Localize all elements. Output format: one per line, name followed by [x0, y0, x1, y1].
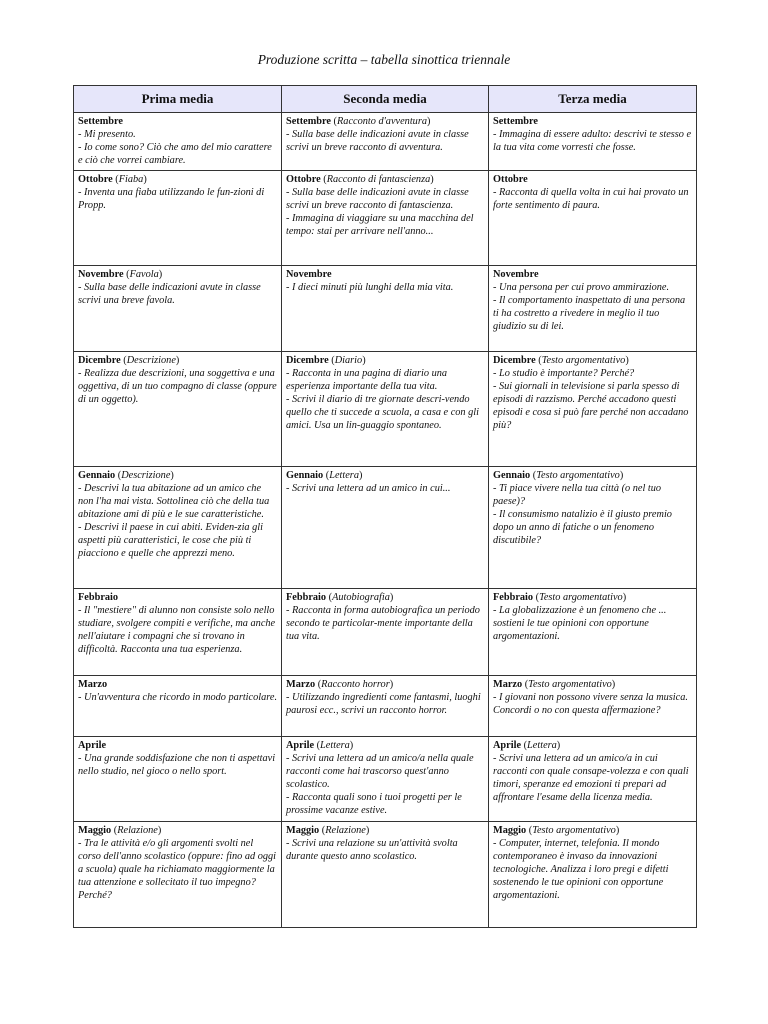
month-label: Ottobre [78, 174, 113, 185]
cell-seconda: Marzo (Racconto horror) - Utilizzando ingredienti come fantasmi, luoghi paurosi ecc., scrivi un racconto horror. [282, 676, 489, 737]
table-row [74, 467, 697, 589]
month-label: Novembre [78, 269, 124, 280]
task-text: - Una persona per cui provo ammirazione. - Il comportamento inaspettato di una persona ti ha costretto a rivedere in meglio il tuo giudizio su di lei. [493, 282, 686, 333]
genre-label: Testo argomentativo [532, 825, 616, 836]
table-row [74, 352, 697, 467]
cell-terza: Marzo (Testo argomentativo) - I giovani non possono vivere senza la musica. Concordi o no con questa affermazione? [489, 676, 697, 737]
table-row [74, 822, 697, 928]
cell-prima [74, 676, 282, 737]
synoptic-table [73, 85, 697, 928]
task-text: - Inventa una fiaba utilizzando le fun-zioni di Propp. [78, 187, 265, 212]
table-row [74, 676, 697, 737]
cell-prima [74, 737, 282, 822]
task-text: - I giovani non possono vivere senza la musica. Concordi o no con questa affermazione? [493, 692, 688, 717]
task-text: - Racconta in forma autobiografica un periodo secondo te particolar-mente importante della tua vita. [286, 605, 480, 643]
genre-label: Racconto di fantascienza [326, 174, 431, 185]
task-text: - Racconta in una pagina di diario una esperienza importante della tua vita. - Scrivi il diario di tre giornate descri-vendo quello che ti succede a scuola, a casa e con gli amici. Usa un lin-guaggio spontaneo. [286, 368, 480, 432]
task-text: - Computer, internet, telefonia. Il mondo contemporaneo è invaso da innovazioni tecnologiche. Analizza i loro pregi e difetti sostenendo le tue opinioni con opportune argomentazioni. [493, 838, 669, 902]
month-label: Dicembre [493, 355, 536, 366]
cell-prima [74, 113, 282, 171]
cell-terza: Aprile (Lettera) - Scrivi una lettera ad un amico/a in cui racconti con quale consape-volezza e con quali timori, speranze ed emozioni ti prepari ad affrontare l'esame della licenza media. [489, 737, 697, 822]
task-text: - Il "mestiere" di alunno non consiste solo nello studiare, svolgere compiti e verifiche, ma anche nell'aiutare i compagni che si trovano in difficoltà. Racconta una tua esperienza. [78, 605, 276, 656]
month-label: Febbraio [286, 592, 327, 603]
month-label: Aprile [286, 740, 315, 751]
task-text: - Scrivi una lettera ad un amico/a nella quale racconti come hai trascorso quest'anno scolastico. - Racconta quali sono i tuoi progetti per le prossime vacanze estive. [286, 753, 474, 817]
table-row [74, 589, 697, 676]
genre-label: Racconto d'avventura [337, 116, 427, 127]
task-text: - Ti piace vivere nella tua città (o nel tuo paese)? - Il consumismo natalizio è il giusto premio dopo un anno di fatiche o un fenomeno discutibile? [493, 483, 672, 547]
table-row [74, 737, 697, 822]
month-label: Novembre [286, 269, 332, 280]
cell-seconda: Ottobre (Racconto di fantascienza) - Sulla base delle indicazioni avute in classe scrivi un breve racconto di fantascienza. - Immagina di viaggiare su una macchina del tempo: stai per arrivare nell'anno... [282, 171, 489, 266]
task-text: - Lo studio è importante? Perché? - Sui giornali in televisione si parla spesso di episodi di razzismo. Perché accadono questi episodi e cosa si può fare perché non accadano più? [493, 368, 689, 432]
cell-prima: Ottobre (Fiaba) - Inventa una fiaba utilizzando le fun-zioni di Propp. [74, 171, 282, 266]
month-label: Marzo [286, 679, 316, 690]
month-label: Maggio [493, 825, 527, 836]
cell-terza [489, 113, 697, 171]
genre-label: Testo argomentativo [539, 592, 623, 603]
month-label: Marzo [493, 679, 523, 690]
cell-seconda: Dicembre (Diario) - Racconta in una pagina di diario una esperienza importante della tua vita. - Scrivi il diario di tre giornate descri-vendo quello che ti succede a scuola, a casa e con gli amici. Usa un lin-guaggio spontaneo. [282, 352, 489, 467]
task-text: - Mi presento. - Io come sono? Ciò che amo del mio carattere e ciò che vorrei cambiare. [78, 129, 272, 167]
genre-label: Lettera [320, 740, 350, 751]
cell-seconda: Aprile (Lettera) - Scrivi una lettera ad un amico/a nella quale racconti come hai trascorso quest'anno scolastico. - Racconta quali sono i tuoi progetti per le prossime vacanze estive. [282, 737, 489, 822]
cell-seconda: Maggio (Relazione) - Scrivi una relazione su un'attività svolta durante questo anno scolastico. [282, 822, 489, 928]
cell-terza: Dicembre (Testo argomentativo) - Lo studio è importante? Perché? - Sui giornali in televisione si parla spesso di episodi di razzismo. Perché accadono questi episodi e cosa si può fare perché non accadano più? [489, 352, 697, 467]
cell-terza: Maggio (Testo argomentativo) - Computer, internet, telefonia. Il mondo contemporaneo è invaso da innovazioni tecnologiche. Analizza i loro pregi e difetti sostenendo le tue opinioni con opportune argomentazioni. [489, 822, 697, 928]
task-text: - Sulla base delle indicazioni avute in classe scrivi un breve racconto di fantascienza. - Immagina di viaggiare su una macchina del tempo: stai per arrivare nell'anno... [286, 187, 474, 238]
month-label: Marzo [78, 679, 108, 690]
genre-label: Autobiografia [332, 592, 390, 603]
genre-label: Testo argomentativo [536, 470, 620, 481]
month-label: Ottobre [493, 174, 528, 185]
task-text: - Sulla base delle indicazioni avute in classe scrivi un breve racconto di avventura. [286, 129, 469, 154]
cell-seconda: Febbraio (Autobiografia) - Racconta in forma autobiografica un periodo secondo te particolar-mente importante della tua vita. [282, 589, 489, 676]
month-label: Settembre [493, 116, 538, 127]
genre-label: Relazione [117, 825, 158, 836]
task-text: - Realizza due descrizioni, una soggettiva e una oggettiva, di un tuo compagno di classe (oppure di un oggetto). [78, 368, 277, 406]
month-label: Settembre [78, 116, 123, 127]
cell-seconda: Settembre (Racconto d'avventura) - Sulla base delle indicazioni avute in classe scrivi un breve racconto di avventura. [282, 113, 489, 171]
task-text: - Un'avventura che ricordo in modo particolare. [78, 692, 278, 704]
cell-seconda: Gennaio (Lettera) - Scrivi una lettera ad un amico in cui... [282, 467, 489, 589]
month-label: Maggio [78, 825, 112, 836]
cell-prima [74, 589, 282, 676]
task-text: - Scrivi una lettera ad un amico/a in cui racconti con quale consape-volezza e con quali timori, speranze ed emozioni ti prepari ad affrontare l'esame della licenza media. [493, 753, 689, 804]
task-text: - La globalizzazione è un fenomeno che ... sostieni le tue opinioni con opportune argomentazioni. [493, 605, 667, 643]
task-text: - Scrivi una lettera ad un amico in cui... [286, 483, 451, 495]
task-text: - Utilizzando ingredienti come fantasmi, luoghi paurosi ecc., scrivi un racconto horror. [286, 692, 481, 717]
cell-terza: Gennaio (Testo argomentativo) - Ti piace vivere nella tua città (o nel tuo paese)? - Il consumismo natalizio è il giusto premio dopo un anno di fatiche o un fenomeno discutibile? [489, 467, 697, 589]
task-text: - Sulla base delle indicazioni avute in classe scrivi una breve favola. [78, 282, 261, 307]
genre-label: Lettera [329, 470, 359, 481]
genre-label: Testo argomentativo [541, 355, 626, 366]
cell-prima: Maggio (Relazione) - Tra le attività e/o gli argomenti svolti nel corso dell'anno scolastico (oppure: fino ad oggi a scuola) quale ha richiamato maggiormente la tua attenzione e sollecitato il tuo impegno? Perché? [74, 822, 282, 928]
task-text: - Tra le attività e/o gli argomenti svolti nel corso dell'anno scolastico (oppure: fino ad oggi a scuola) quale ha richiamato maggiormente la tua attenzione e sollecitato il tuo impegno? Perché? [78, 838, 277, 902]
task-text: - I dieci minuti più lunghi della mia vita. [286, 282, 454, 294]
genre-label: Testo argomentativo [528, 679, 612, 690]
month-label: Settembre [286, 116, 331, 127]
task-text: - Una grande soddisfazione che non ti aspettavi nello studio, nel gioco o nello sport. [78, 753, 276, 778]
month-label: Ottobre [286, 174, 321, 185]
genre-label: Fiaba [118, 174, 144, 185]
cell-prima: Gennaio (Descrizione) - Descrivi la tua abitazione ad un amico che non l'ha mai vista. Sottolinea ciò che della tua abitazione ami di più e le sue caratteristiche. - Descrivi il paese in cui abiti. Eviden-zia gli aspetti più caratteristici, le cose che più ti piacciono e quelle che apprezzi meno. [74, 467, 282, 589]
genre-label: Relazione [325, 825, 366, 836]
genre-label: Descrizione [126, 355, 176, 366]
month-label: Febbraio [78, 592, 119, 603]
column-header-terza-media: Terza media [489, 86, 697, 113]
genre-label: Racconto horror [321, 679, 390, 690]
month-label: Dicembre [286, 355, 329, 366]
cell-terza: Febbraio (Testo argomentativo) - La globalizzazione è un fenomeno che ... sostieni le tue opinioni con opportune argomentazioni. [489, 589, 697, 676]
month-label: Febbraio [493, 592, 534, 603]
header-row [74, 86, 697, 113]
month-label: Novembre [493, 269, 539, 280]
genre-label: Favola [129, 269, 159, 280]
cell-terza [489, 171, 697, 266]
table-row [74, 113, 697, 171]
cell-terza [489, 266, 697, 352]
genre-label: Lettera [527, 740, 557, 751]
month-label: Aprile [493, 740, 522, 751]
task-text: - Immagina di essere adulto: descrivi te stesso e la tua vita come vorresti che fosse. [493, 129, 692, 154]
task-text: - Descrivi la tua abitazione ad un amico che non l'ha mai vista. Sottolinea ciò che della tua abitazione ami di più e le sue caratteristiche. - Descrivi il paese in cui abiti. Eviden-zia gli aspetti più caratteristici, le cose che più ti piacciono e quelle che apprezzi meno. [78, 483, 270, 560]
genre-label: Descrizione [121, 470, 171, 481]
column-header-prima-media: Prima media [74, 86, 282, 113]
month-label: Gennaio [286, 470, 324, 481]
month-label: Gennaio [78, 470, 116, 481]
month-label: Dicembre [78, 355, 121, 366]
task-text: - Racconta di quella volta in cui hai provato un forte sentimento di paura. [493, 187, 689, 212]
table-row [74, 266, 697, 352]
page-title: Produzione scritta – tabella sinottica triennale [257, 52, 511, 67]
month-label: Gennaio [493, 470, 531, 481]
month-label: Maggio [286, 825, 320, 836]
table-row [74, 171, 697, 266]
column-header-seconda-media: Seconda media [282, 86, 489, 113]
month-label: Aprile [78, 740, 107, 751]
cell-prima: Dicembre (Descrizione) - Realizza due descrizioni, una soggettiva e una oggettiva, di un tuo compagno di classe (oppure di un oggetto). [74, 352, 282, 467]
cell-seconda [282, 266, 489, 352]
task-text: - Scrivi una relazione su un'attività svolta durante questo anno scolastico. [286, 838, 458, 863]
genre-label: Diario [334, 355, 363, 366]
cell-prima: Novembre (Favola) - Sulla base delle indicazioni avute in classe scrivi una breve favola. [74, 266, 282, 352]
